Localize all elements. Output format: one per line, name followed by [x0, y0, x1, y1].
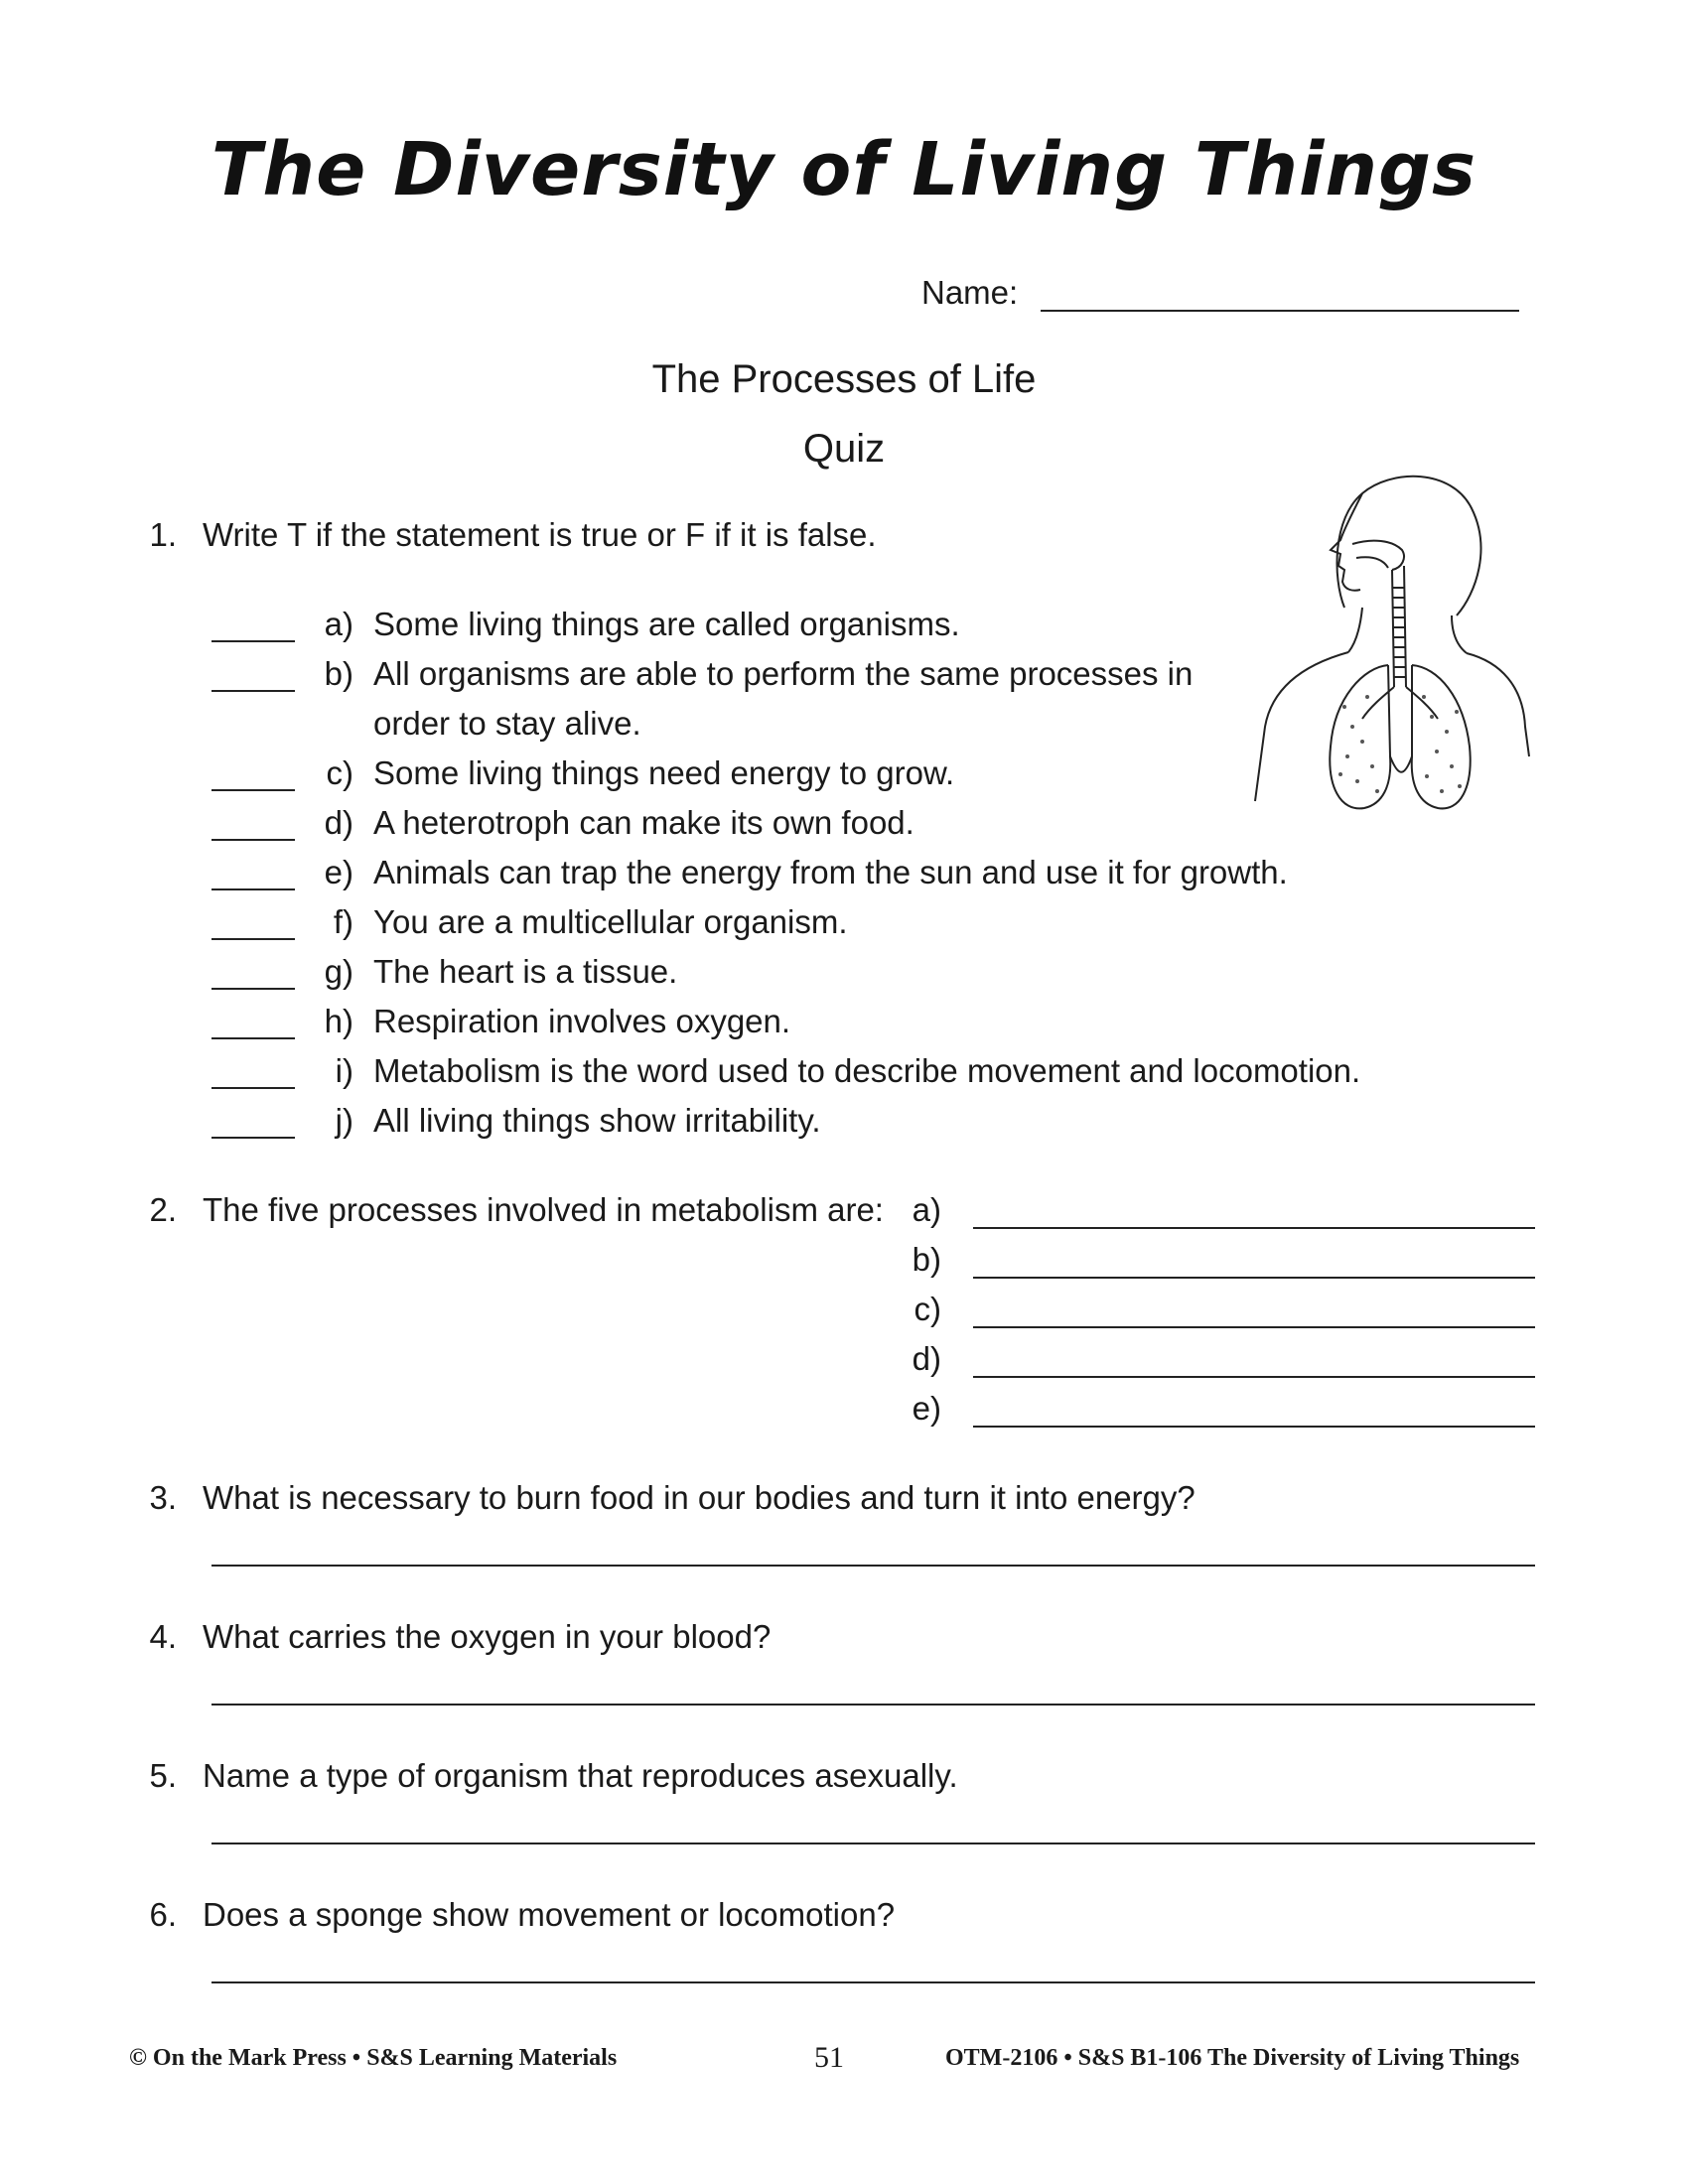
- metabolism-answer-line[interactable]: [973, 1277, 1535, 1279]
- answer-blank[interactable]: [211, 789, 295, 791]
- answer-blank[interactable]: [211, 1087, 295, 1089]
- item-label: h): [324, 1003, 353, 1039]
- q3-number: 3.: [149, 1479, 177, 1516]
- item-label: g): [324, 953, 353, 990]
- item-text: All organisms are able to perform the same processes in: [373, 655, 1194, 692]
- q2-prompt: The five processes involved in metabolism are:: [203, 1191, 884, 1228]
- q4-number: 4.: [149, 1618, 177, 1655]
- metabolism-label: b): [912, 1241, 941, 1278]
- quiz-label: Quiz: [802, 427, 886, 471]
- item-text-continued: order to stay alive.: [373, 705, 641, 742]
- metabolism-answer-line[interactable]: [973, 1376, 1535, 1378]
- answer-blank[interactable]: [211, 888, 295, 890]
- q4-prompt: What carries the oxygen in your blood?: [203, 1618, 772, 1655]
- item-label: a): [324, 606, 353, 642]
- metabolism-label: d): [912, 1340, 941, 1377]
- page-number: 51: [814, 2041, 844, 2074]
- item-text: All living things show irritability.: [373, 1102, 821, 1139]
- q1-prompt: Write T if the statement is true or F if it is false.: [203, 516, 877, 553]
- item-text: Respiration involves oxygen.: [373, 1003, 791, 1039]
- item-label: c): [326, 754, 353, 791]
- q5-number: 5.: [149, 1757, 177, 1794]
- answer-blank[interactable]: [211, 938, 295, 940]
- answer-blank[interactable]: [211, 1037, 295, 1039]
- answer-blank[interactable]: [211, 988, 295, 990]
- item-text: Metabolism is the word used to describe movement and locomotion.: [373, 1052, 1361, 1089]
- item-text: A heterotroph can make its own food.: [373, 804, 914, 841]
- answer-blank[interactable]: [211, 640, 295, 642]
- q1-number: 1.: [149, 516, 177, 553]
- page-title: The Diversity of Living Things: [211, 127, 1477, 212]
- answer-blank[interactable]: [211, 839, 295, 841]
- metabolism-label: e): [912, 1390, 941, 1427]
- item-text: The heart is a tissue.: [373, 953, 678, 990]
- metabolism-answer-line[interactable]: [973, 1227, 1535, 1229]
- q6-number: 6.: [149, 1896, 177, 1933]
- metabolism-answer-line[interactable]: [973, 1426, 1535, 1428]
- item-label: b): [324, 655, 353, 692]
- item-label: f): [333, 903, 353, 940]
- q6-answer-line[interactable]: [211, 1981, 1535, 1983]
- item-label: i): [335, 1052, 353, 1089]
- respiratory-system-icon: [1253, 459, 1531, 826]
- metabolism-label: c): [914, 1291, 941, 1327]
- section-title: The Processes of Life: [651, 357, 1037, 401]
- q3-answer-line[interactable]: [211, 1565, 1535, 1567]
- item-text: Some living things need energy to grow.: [373, 754, 955, 791]
- item-text: Animals can trap the energy from the sun and use it for growth.: [373, 854, 1288, 890]
- metabolism-label: a): [912, 1191, 941, 1228]
- q4-answer-line[interactable]: [211, 1704, 1535, 1706]
- footer-copyright: © On the Mark Press • S&S Learning Materials: [129, 2045, 618, 2071]
- footer-product-code: OTM-2106 • S&S B1-106 The Diversity of Living Things: [945, 2045, 1520, 2071]
- item-label: d): [324, 804, 353, 841]
- q3-prompt: What is necessary to burn food in our bodies and turn it into energy?: [203, 1479, 1196, 1516]
- item-label: j): [335, 1102, 353, 1139]
- q5-answer-line[interactable]: [211, 1843, 1535, 1844]
- q2-number: 2.: [149, 1191, 177, 1228]
- item-text: You are a multicellular organism.: [373, 903, 848, 940]
- name-field[interactable]: [1041, 310, 1519, 312]
- answer-blank[interactable]: [211, 690, 295, 692]
- q5-prompt: Name a type of organism that reproduces asexually.: [203, 1757, 958, 1794]
- item-text: Some living things are called organisms.: [373, 606, 960, 642]
- q6-prompt: Does a sponge show movement or locomotion?: [203, 1896, 896, 1933]
- metabolism-answer-line[interactable]: [973, 1326, 1535, 1328]
- item-label: e): [324, 854, 353, 890]
- name-label: Name:: [921, 274, 1019, 311]
- answer-blank[interactable]: [211, 1137, 295, 1139]
